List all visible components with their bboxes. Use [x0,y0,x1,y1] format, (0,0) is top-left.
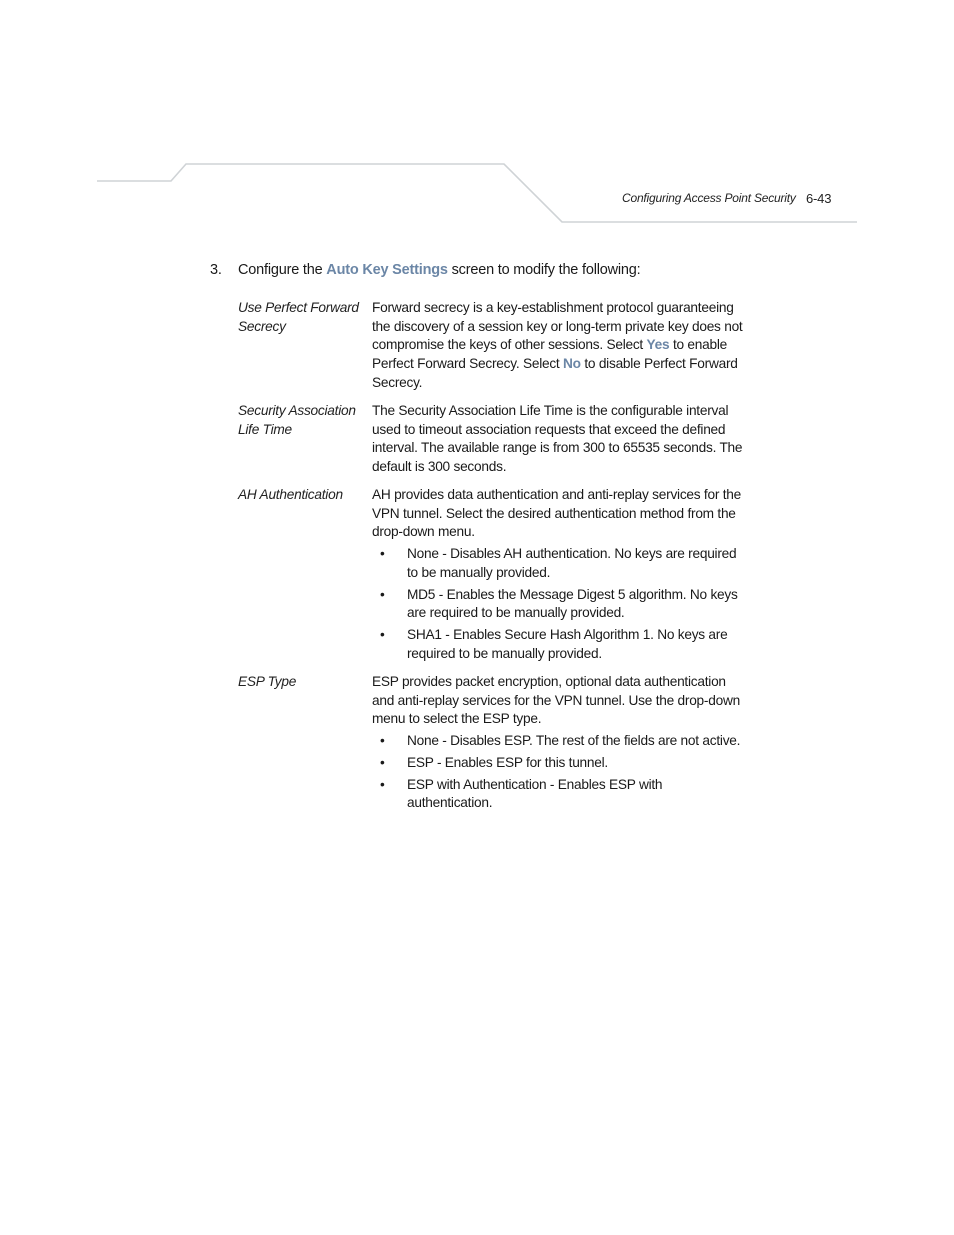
bullet-marker: • [380,776,385,792]
list-item-text: None - Disables ESP. The rest of the fields are not active. [407,733,741,749]
list-item-text: ESP - Enables ESP for this tunnel. [407,754,608,770]
bullet-list [372,732,748,813]
definition-description [372,486,748,663]
list-item [372,626,748,663]
list-item [372,732,748,751]
desc-text: AH provides data authentication and anti-replay services for the VPN tunnel. Select the desired authentication method from the drop-down menu. [372,487,741,540]
bullet-marker: • [380,586,385,602]
desc-text: to disable Perfect Forward Secrecy. [372,356,738,390]
desc-text: to enable Perfect Forward Secrecy. Select [372,337,728,372]
list-item-text: MD5 - Enables the Message Digest 5 algorithm. No keys are required to be manually provided. [407,586,738,621]
list-item [372,754,748,773]
list-item-text: ESP with Authentication - Enables ESP with authentication. [407,776,663,811]
step-suffix: screen to modify the following: [447,262,641,278]
definition-term: Use Perfect Forward Secrecy [238,300,359,334]
section-title: Configuring Access Point Security [622,191,796,205]
step-text [238,262,640,278]
list-item-text: None - Disables AH authentication. No keys are required to be manually provided. [407,546,737,580]
bullet-list [372,545,748,663]
step-prefix: Configure the [238,262,327,278]
running-header [622,191,832,206]
bullet-marker: • [380,733,385,749]
list-item-text: SHA1 - Enables Secure Hash Algorithm 1. No keys are required to be manually provided. [407,626,728,661]
definition-term: Security Association Life Time [238,403,356,437]
page-number: 6-43 [806,191,832,206]
option-no-highlight: No [563,356,581,372]
definition-description [372,299,748,393]
step-number: 3. [210,262,222,278]
list-item [372,776,748,813]
bullet-marker: • [380,546,385,562]
definition-description [372,673,748,813]
option-yes-highlight: Yes [646,337,670,353]
screen-name-highlight: Auto Key Settings [326,262,448,278]
definition-description [372,402,748,477]
desc-text: The Security Association Life Time is the configurable interval used to timeout association requests that exceed the defined interval. The available range is from 300 to 65535 seconds. The default is 300 seconds. [372,403,743,475]
bullet-marker: • [380,626,385,642]
bullet-marker: • [380,754,385,770]
list-item [372,545,748,582]
list-item [372,586,748,623]
desc-text: Forward secrecy is a key-establishment protocol guaranteeing the discovery of a session key or long-term private key does not compromise the keys of other sessions. Select [372,300,743,353]
desc-text: ESP provides packet encryption, optional data authentication and anti-replay services for the VPN tunnel. Use the drop-down menu to select the ESP type. [372,674,740,727]
definition-term: ESP Type [238,674,297,689]
definition-term: AH Authentication [238,487,343,502]
